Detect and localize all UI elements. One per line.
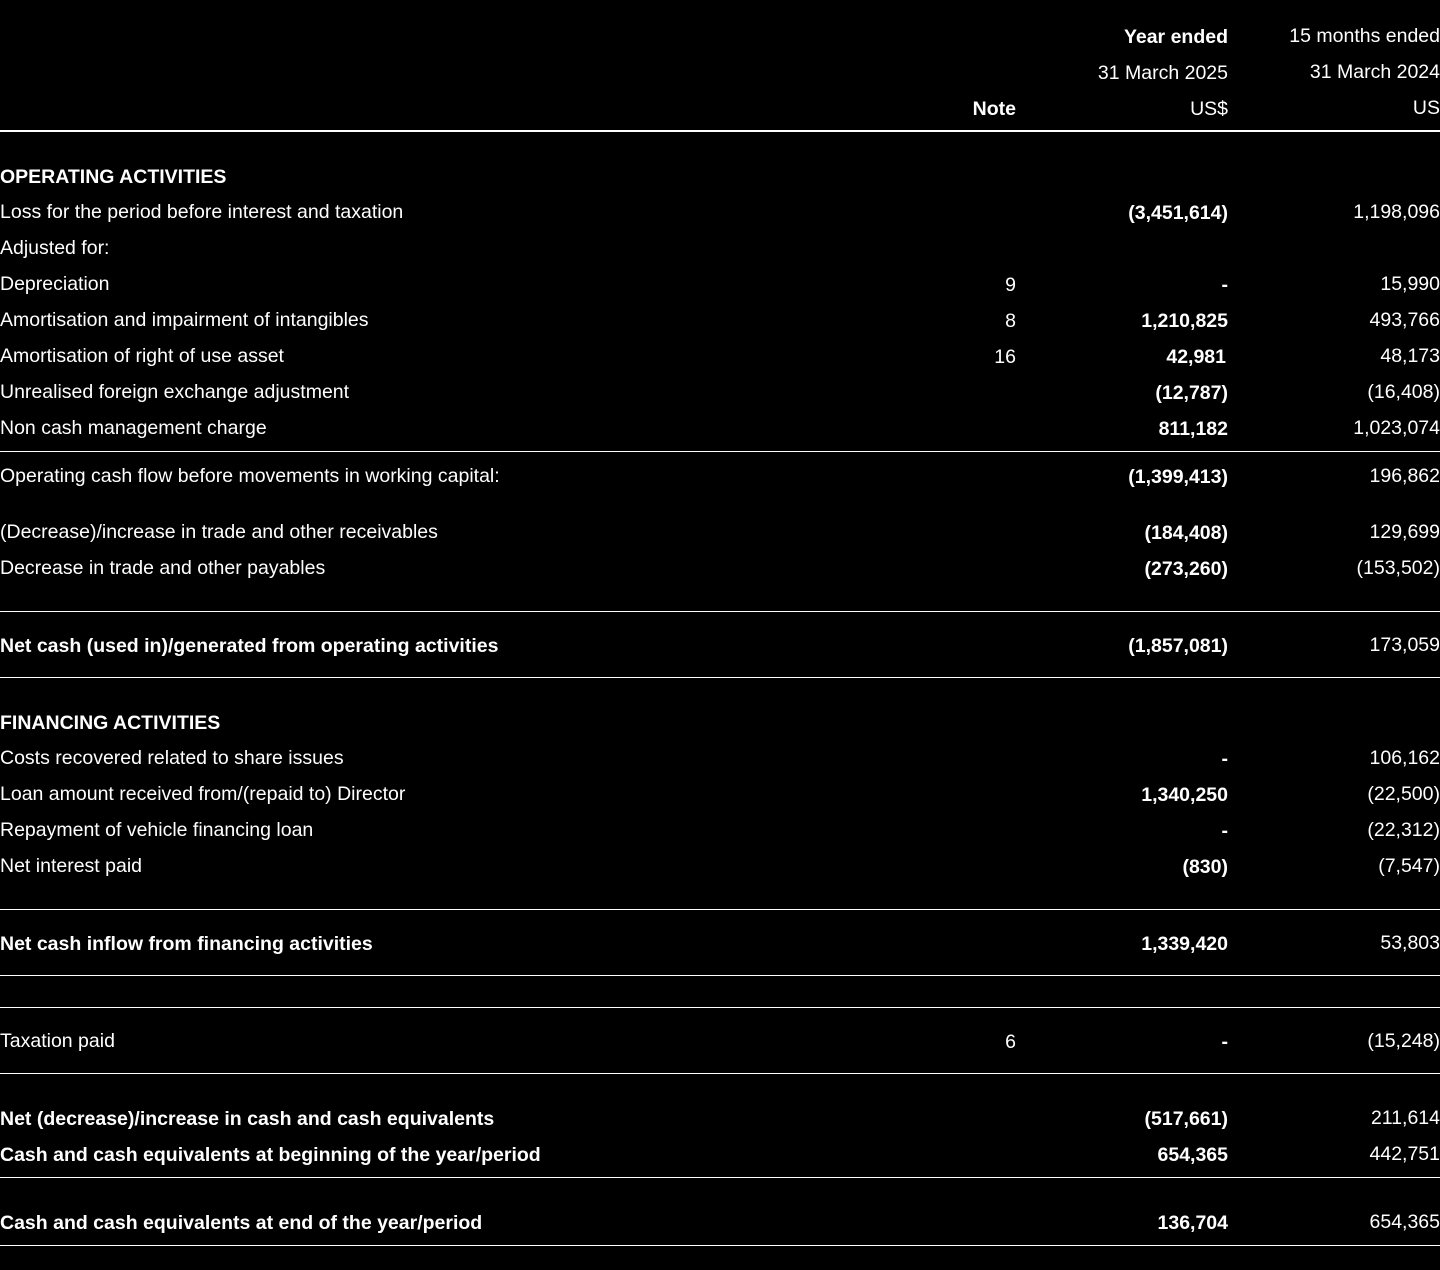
- operating-total-2025: (1,857,081): [1128, 635, 1228, 657]
- row-value-2024: 48,173: [1380, 345, 1440, 367]
- note-header: Note: [972, 98, 1016, 120]
- row-value-2025: (273,260): [1144, 558, 1228, 580]
- row-value-2024: (16,408): [1367, 381, 1440, 403]
- row-label: Net interest paid: [0, 855, 142, 877]
- taxation-label: Taxation paid: [0, 1030, 115, 1052]
- subtotal-value-2024: 196,862: [1369, 465, 1440, 487]
- row-value-2024: 493,766: [1369, 309, 1440, 331]
- header-rule: [0, 130, 1440, 132]
- closing-rule-top: [0, 1177, 1440, 1178]
- row-value-2025: (3,451,614): [1128, 202, 1228, 224]
- row-label: Repayment of vehicle financing loan: [0, 819, 314, 841]
- financing-total-2025: 1,339,420: [1141, 933, 1228, 955]
- row-label: Unrealised foreign exchange adjustment: [0, 381, 350, 403]
- opening-cash-2025: 654,365: [1157, 1144, 1228, 1166]
- row-value-2025: 1,210,825: [1141, 310, 1228, 332]
- subtotal-rule: [0, 451, 1440, 452]
- row-value-2024: 1,023,074: [1353, 417, 1440, 439]
- taxation-rule-bottom: [0, 1073, 1440, 1074]
- col1-currency: US$: [1190, 98, 1228, 120]
- row-label: Non cash management charge: [0, 417, 267, 439]
- row-note: 8: [1005, 310, 1016, 332]
- net-change-2025: (517,661): [1144, 1108, 1228, 1130]
- col2-currency: US: [1412, 97, 1440, 119]
- row-label: (Decrease)/increase in trade and other receivables: [0, 521, 438, 543]
- subtotal-value-2025: (1,399,413): [1128, 466, 1228, 488]
- total-rule-bottom: [0, 975, 1440, 976]
- row-value-2024: 106,162: [1369, 747, 1440, 769]
- row-label: Loan amount received from/(repaid to) Director: [0, 783, 406, 805]
- operating-heading: OPERATING ACTIVITIES: [0, 166, 227, 188]
- closing-cash-2025: 136,704: [1157, 1212, 1228, 1234]
- row-value-2025: -: [1221, 274, 1228, 296]
- row-label: Amortisation and impairment of intangibles: [0, 309, 369, 331]
- closing-cash-2024: 654,365: [1369, 1211, 1440, 1233]
- row-value-2025: 1,340,250: [1141, 784, 1228, 806]
- row-label: Adjusted for:: [0, 237, 110, 259]
- row-label: Loss for the period before interest and taxation: [0, 201, 404, 223]
- col2-period: 15 months ended: [1289, 25, 1440, 47]
- row-value-2024: (153,502): [1356, 557, 1440, 579]
- financing-total-2024: 53,803: [1380, 932, 1440, 954]
- col1-date: 31 March 2025: [1097, 62, 1228, 84]
- net-change-2024: 211,614: [1370, 1107, 1440, 1129]
- closing-rule-bottom: [0, 1245, 1440, 1246]
- row-note: 9: [1005, 274, 1016, 296]
- row-value-2025: -: [1221, 820, 1228, 842]
- row-value-2025: 42,981: [1166, 346, 1226, 368]
- total-rule-top: [0, 909, 1440, 910]
- operating-total-label: Net cash (used in)/generated from operating activities: [0, 635, 499, 657]
- taxation-value-2025: -: [1221, 1031, 1228, 1053]
- row-value-2025: -: [1221, 748, 1228, 770]
- operating-total-2024: 173,059: [1369, 634, 1440, 656]
- taxation-rule-top: [0, 1007, 1440, 1008]
- row-label: Costs recovered related to share issues: [0, 747, 344, 769]
- taxation-note: 6: [1005, 1031, 1016, 1053]
- taxation-value-2024: (15,248): [1367, 1030, 1440, 1052]
- row-value-2024: (7,547): [1378, 855, 1440, 877]
- col2-date: 31 March 2024: [1309, 61, 1440, 83]
- opening-cash-label: Cash and cash equivalents at beginning of the year/period: [0, 1144, 541, 1166]
- col1-period: Year ended: [1123, 26, 1228, 48]
- row-label: Depreciation: [0, 273, 110, 295]
- subtotal-label: Operating cash flow before movements in working capital:: [0, 465, 500, 487]
- row-value-2024: 1,198,096: [1353, 201, 1440, 223]
- row-label: Decrease in trade and other payables: [0, 557, 326, 579]
- row-value-2025: (184,408): [1144, 522, 1228, 544]
- row-value-2024: (22,312): [1367, 819, 1440, 841]
- row-value-2025: (830): [1182, 856, 1228, 878]
- net-change-label: Net (decrease)/increase in cash and cash equivalents: [0, 1108, 495, 1130]
- total-rule-bottom: [0, 677, 1440, 678]
- row-note: 16: [994, 346, 1016, 368]
- total-rule-top: [0, 611, 1440, 612]
- row-value-2024: 15,990: [1380, 273, 1440, 295]
- row-value-2024: (22,500): [1367, 783, 1440, 805]
- financing-total-label: Net cash inflow from financing activities: [0, 933, 373, 955]
- row-value-2025: (12,787): [1155, 382, 1228, 404]
- row-value-2025: 811,182: [1158, 418, 1228, 440]
- opening-cash-2024: 442,751: [1369, 1143, 1440, 1165]
- row-label: Amortisation of right of use asset: [0, 345, 284, 367]
- closing-cash-label: Cash and cash equivalents at end of the year/period: [0, 1212, 483, 1234]
- row-value-2024: 129,699: [1369, 521, 1440, 543]
- financing-heading: FINANCING ACTIVITIES: [0, 712, 221, 734]
